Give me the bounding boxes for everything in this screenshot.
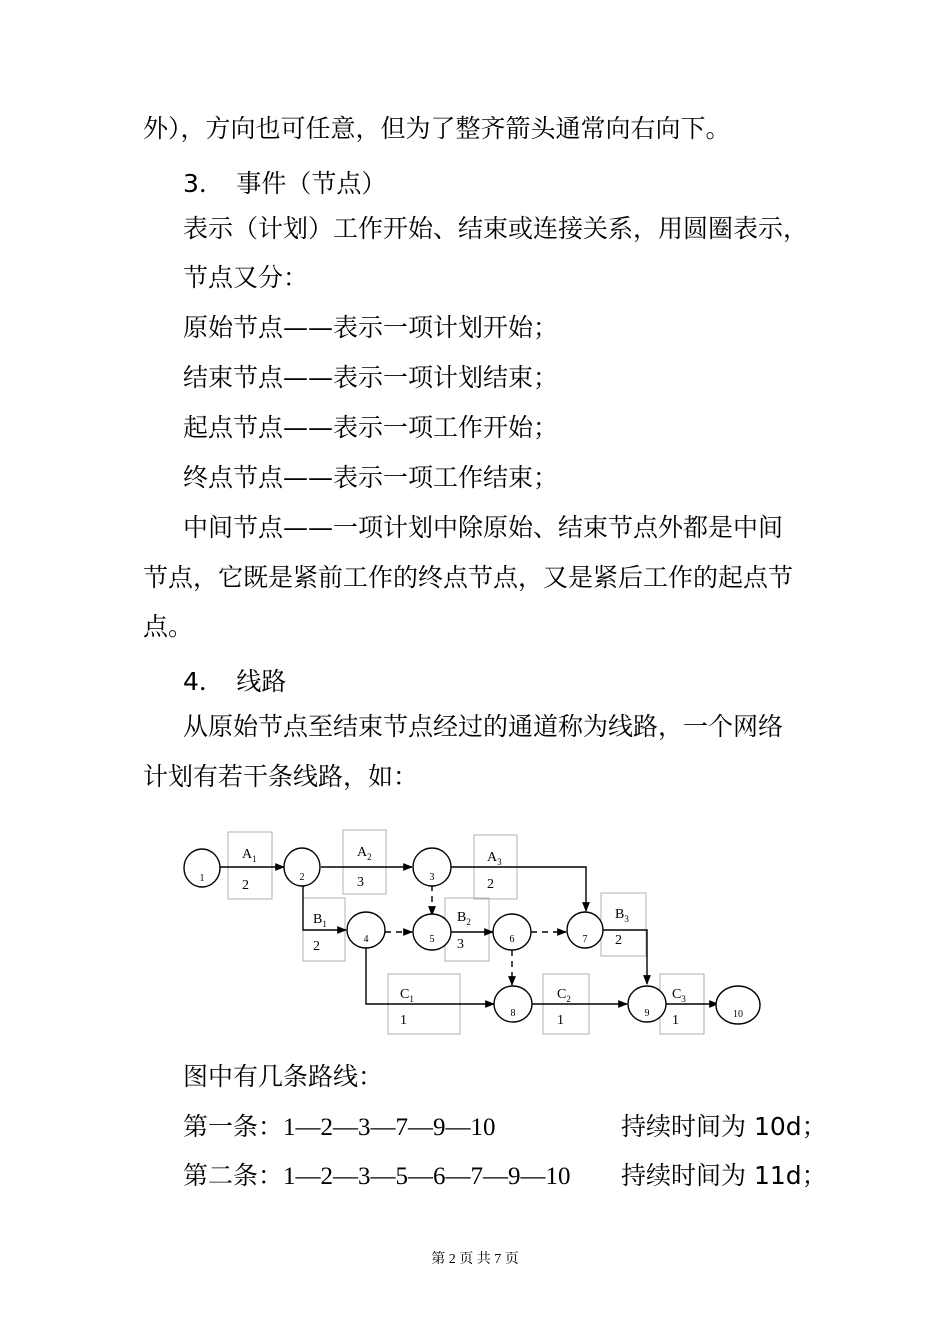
activity-name: $B_1$ [313, 912, 327, 929]
route-label: 第二条： [183, 1161, 284, 1190]
node-label: 6 [509, 934, 515, 945]
question-text: 图中有几条路线： [183, 1062, 384, 1091]
paragraph-line: 节点，它既是紧前工作的终点节点，又是紧后工作的起点节 [143, 563, 794, 592]
arrow-4-8 [366, 947, 494, 1004]
route-duration: 持续时间为 10d； [621, 1112, 827, 1141]
node-label: 3 [429, 872, 435, 883]
activity-name: $C_2$ [557, 987, 571, 1004]
activity-box [228, 832, 272, 899]
arrow-3-7 [450, 867, 586, 911]
activity-duration: 2 [242, 878, 249, 893]
paragraph-line: 点。 [143, 612, 194, 641]
activity-name: $A_3$ [487, 850, 502, 867]
paragraph-line: 外），方向也可任意，但为了整齐箭头通常向右向下。 [143, 114, 731, 143]
node-label: 9 [644, 1008, 650, 1019]
route-row [183, 1112, 496, 1143]
activity-name: $A_1$ [242, 847, 257, 864]
node-label: 5 [429, 934, 435, 945]
activity-duration: 2 [487, 877, 494, 892]
route-duration: 持续时间为 11d； [621, 1161, 827, 1190]
activity-name: $C_1$ [400, 987, 414, 1004]
network-diagram [170, 820, 780, 1050]
activity-name: $B_2$ [457, 910, 471, 927]
route-row [183, 1161, 571, 1192]
activity-duration: 3 [457, 937, 464, 952]
activity-box [343, 830, 386, 894]
node-label: 7 [582, 934, 588, 945]
activity-name: $A_2$ [357, 845, 372, 862]
node-label: 10 [733, 1009, 743, 1020]
section-heading-route: 4． 线路 [183, 667, 287, 696]
section-heading-events: 3． 事件（节点） [183, 169, 387, 198]
paragraph-line: 节点又分： [183, 263, 309, 292]
paragraph-line: 表示（计划）工作开始、结束或连接关系，用圆圈表示， [183, 214, 809, 243]
paragraph-line: 原始节点——表示一项计划开始； [183, 313, 559, 342]
route-sequence: 1—2—3—7—9—10 [283, 1114, 496, 1141]
activity-duration: 2 [615, 933, 622, 948]
paragraph-line: 起点节点——表示一项工作开始； [183, 413, 559, 442]
paragraph-line: 结束节点——表示一项计划结束； [183, 363, 559, 392]
node-label: 8 [510, 1008, 516, 1019]
activity-name: $B_3$ [615, 907, 629, 924]
activity-duration: 1 [672, 1013, 679, 1028]
paragraph-line: 中间节点——一项计划中除原始、结束节点外都是中间 [183, 513, 784, 542]
activity-duration: 3 [357, 875, 364, 890]
paragraph-line: 计划有若干条线路，如： [143, 762, 419, 791]
paragraph-line: 从原始节点至结束节点经过的通道称为线路，一个网络 [183, 712, 784, 741]
page-footer: 第 2 页 共 7 页 [431, 1252, 519, 1267]
node-label: 4 [363, 934, 369, 945]
activity-box [601, 893, 646, 956]
activity-duration: 2 [313, 939, 320, 954]
arrow-7-9 [603, 930, 647, 984]
activity-name: $C_3$ [672, 987, 686, 1004]
route-sequence: 1—2—3—5—6—7—9—10 [283, 1163, 571, 1190]
node-label: 2 [299, 872, 305, 883]
node-label: 1 [199, 873, 205, 884]
activity-duration: 1 [400, 1013, 407, 1028]
paragraph-line: 终点节点——表示一项工作结束； [183, 463, 559, 492]
route-label: 第一条： [183, 1112, 284, 1141]
activity-duration: 1 [557, 1013, 564, 1028]
activity-box [445, 898, 489, 961]
